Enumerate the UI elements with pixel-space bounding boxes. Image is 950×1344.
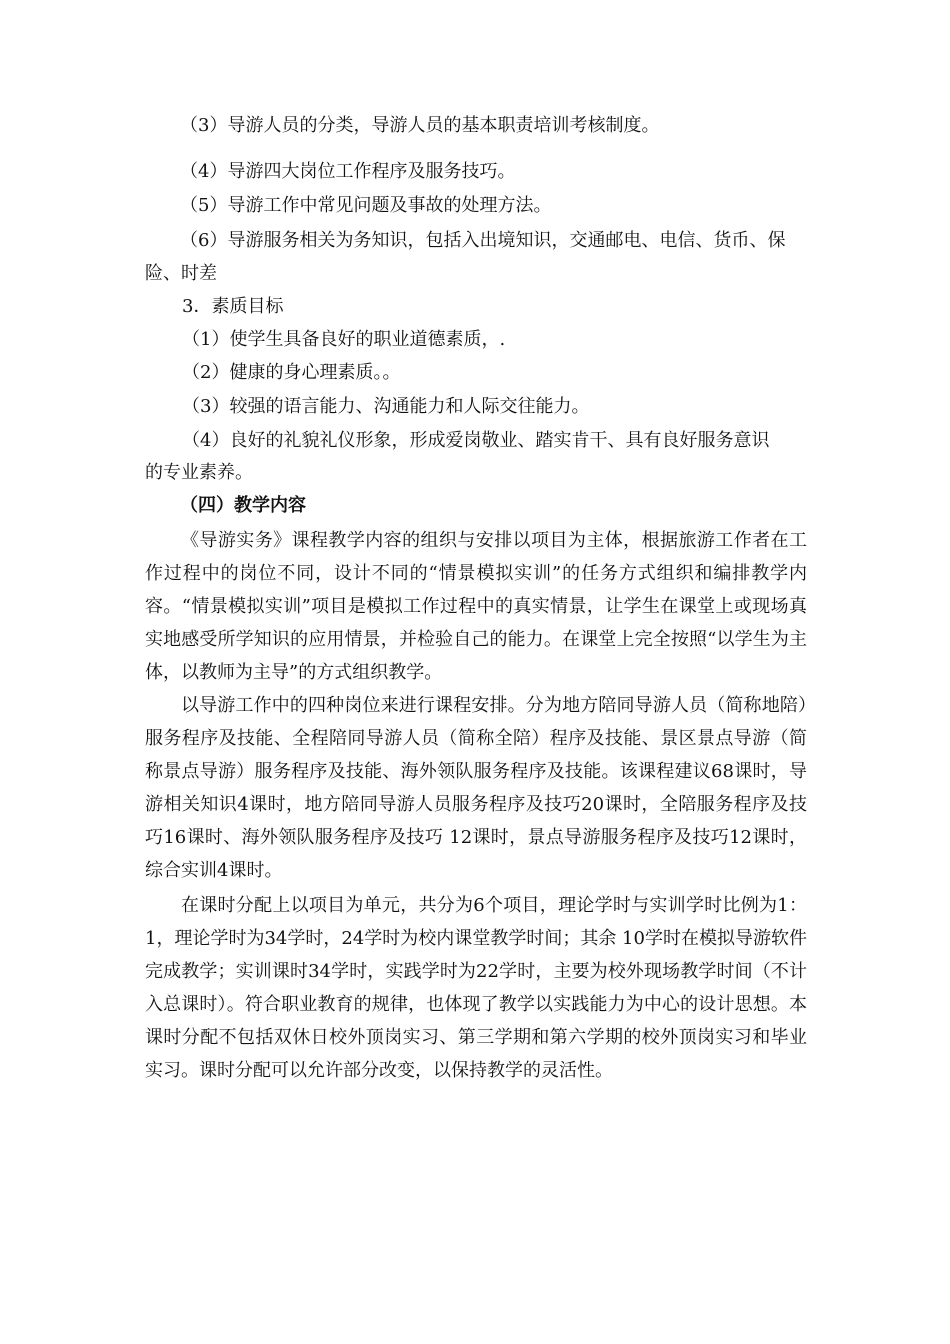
quality-goal-heading: 3．素质目标	[182, 296, 284, 317]
quality-item-4-continuation: 的专业素养。	[145, 462, 253, 483]
knowledge-item-6: （6）导游服务相关为务知识，包括入出境知识，交通邮电、电信、货币、保	[180, 230, 786, 251]
quality-item-1: （1）使学生具备良好的职业道德素质，.	[182, 329, 506, 350]
paragraph-course-arrangement: 以导游工作中的四种岗位来进行课程安排。分为地方陪同导游人员（简称地陪）服务程序及技能、全程陪同导游人员（简称全陪）程序及技能、景区景点导游（简称景点导游）服务程序及技能、海外领队服务程序及技能。该课程建议68课时，导游相关知识4课时，地方陪同导游人员服务程序及技巧20课时，全陪服务程序及技巧16课时、海外领队服务程序及技巧 12课时，景点导游服务程序及技巧12课时，综合实训4课时。	[145, 695, 807, 881]
quality-item-3: （3）较强的语言能力、沟通能力和人际交往能力。	[182, 396, 590, 417]
quality-item-4: （4）良好的礼貌礼仪形象，形成爱岗敬业、踏实肯干、具有良好服务意识	[182, 430, 770, 451]
knowledge-item-4: （4）导游四大岗位工作程序及服务技巧。	[180, 161, 516, 182]
knowledge-item-6-continuation: 险、时差	[145, 263, 217, 284]
knowledge-item-3: （3）导游人员的分类，导游人员的基本职责培训考核制度。	[180, 115, 660, 136]
paragraph-hour-allocation: 在课时分配上以项目为单元，共分为6个项目，理论学时与实训学时比例为1：1，理论学时为34学时，24学时为校内课堂教学时间；其余 10学时在模拟导游软件完成教学；实训课时34学时，实践学时为22学时，主要为校外现场教学时间（不计入总课时）。符合职业教育的规律，也体现了教学以实践能力为中心的设计思想。本课时分配不包括双休日校外顶岗实习、第三学期和第六学期的校外顶岗实习和毕业实习。课时分配可以允许部分改变，以保持教学的灵活性。	[145, 895, 807, 1081]
paragraph-course-organization: 《导游实务》课程教学内容的组织与安排以项目为主体，根据旅游工作者在工作过程中的岗位不同，设计不同的“情景模拟实训”的任务方式组织和编排教学内容。“情景模拟实训”项目是模拟工作过程中的真实情景，让学生在课堂上或现场真实地感受所学知识的应用情景，并检验自己的能力。在课堂上完全按照“以学生为主体，以教师为主导”的方式组织教学。	[145, 530, 807, 683]
quality-item-2: （2）健康的身心理素质。。	[182, 362, 401, 383]
knowledge-item-5: （5）导游工作中常见问题及事故的处理方法。	[180, 195, 552, 216]
section-heading-teaching-content: （四）教学内容	[180, 495, 306, 516]
